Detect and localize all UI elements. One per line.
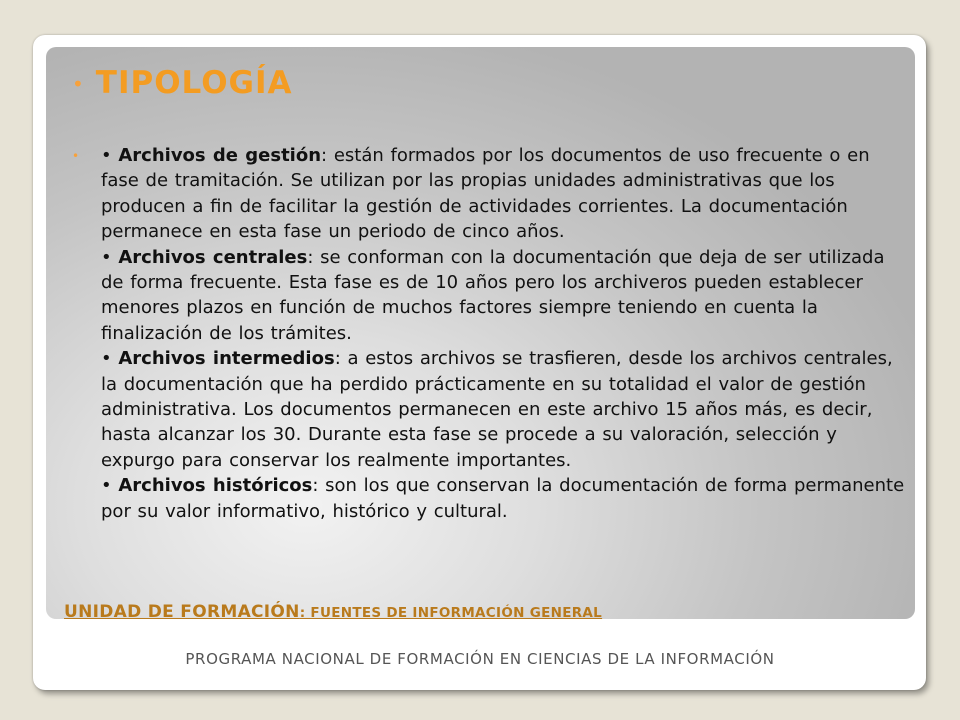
unit-title — [64, 604, 602, 621]
paragraph-archivos-historicos — [101, 473, 907, 524]
unit-subject: : FUENTES DE INFORMACIÓN GENERAL — [299, 605, 603, 621]
text-archivos-centrales: : se conforman con la documentación que deja de ser utilizada de forma frecuente. Esta fase es de 10 años pero los archiveros pueden establecer menores plazos en función de muchos factores siempre teniendo en cuenta la finalización de los trámites. — [101, 246, 885, 344]
term-archivos-gestion: Archivos de gestión — [118, 145, 322, 166]
paragraph-bullet: • — [101, 246, 112, 268]
text-archivos-historicos: : son los que conservan la documentación de forma permanente por su valor informativo, histórico y cultural. — [101, 475, 905, 522]
title-row — [72, 65, 293, 101]
paragraph-bullet: • — [101, 348, 112, 370]
paragraph-archivos-intermedios — [101, 346, 907, 473]
paragraph-archivos-gestion — [101, 143, 907, 245]
unit-label: UNIDAD DE FORMACIÓN — [64, 602, 300, 622]
body-bullet: • — [72, 149, 80, 163]
text-archivos-intermedios: : a estos archivos se trasfieren, desde los archivos centrales, la documentación que ha perdido prácticamente en su totalidad el valor de gestión administrativa. Los documentos permanecen en este archivo 15 años más, es decir, hasta alcanzar los 30. Durante esta fase se procede a su valoración, selección y expurgo para conservar los realmente importantes. — [101, 348, 893, 471]
term-archivos-centrales: Archivos centrales — [118, 246, 308, 268]
text-archivos-gestion: : están formados por los documentos de uso frecuente o en fase de tramitación. Se utilizan por las propias unidades administrativas que los producen a fin de facilitar la gestión de actividades corrientes. La documentación permanece en esta fase un periodo de cinco años. — [101, 145, 870, 243]
title-bullet: • — [72, 71, 84, 96]
term-archivos-intermedios: Archivos intermedios — [118, 348, 335, 370]
paragraph-bullet: • — [101, 145, 112, 166]
term-archivos-historicos: Archivos históricos — [118, 475, 313, 497]
paragraph-archivos-centrales — [101, 245, 907, 347]
paragraph-list — [101, 143, 907, 524]
program-name: PROGRAMA NACIONAL DE FORMACIÓN EN CIENCIAS DE LA INFORMACIÓN — [185, 650, 775, 668]
paragraph-bullet: • — [101, 475, 112, 497]
slide-title: TIPOLOGÍA — [95, 65, 293, 101]
body-block — [72, 143, 907, 524]
